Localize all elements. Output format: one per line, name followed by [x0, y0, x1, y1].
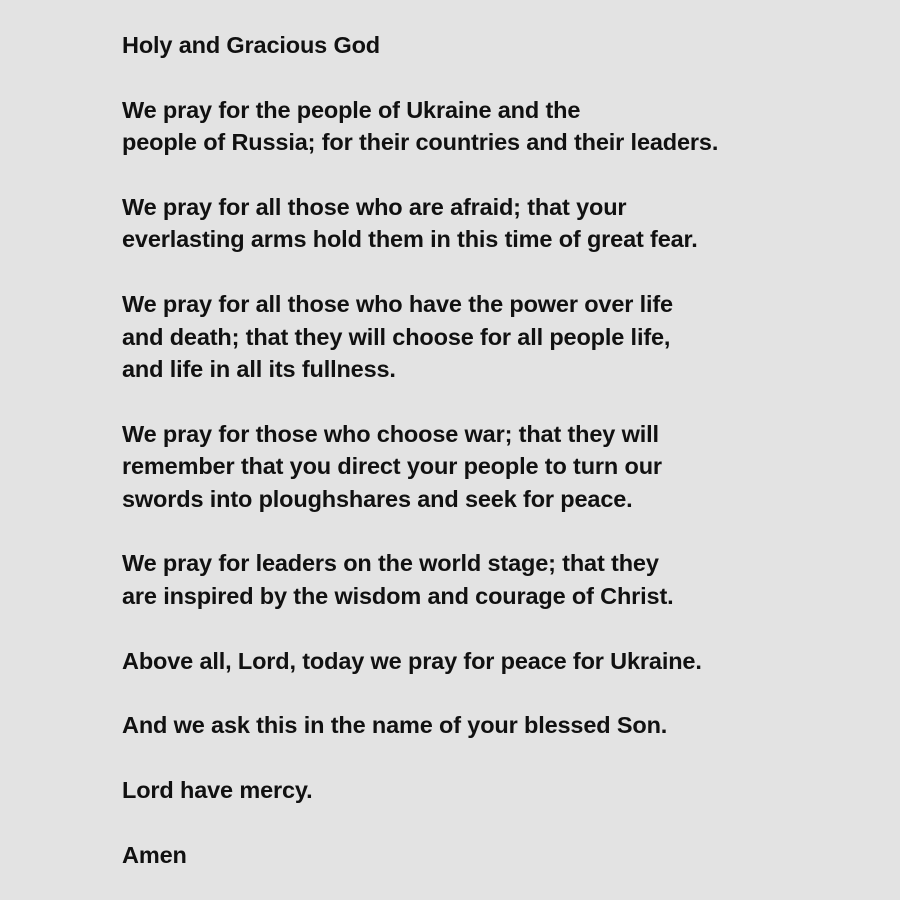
- closing-line: Amen: [122, 842, 187, 869]
- paragraph-ukraine-russia: [122, 94, 882, 159]
- prayer-closing: [122, 839, 882, 871]
- paragraph-afraid: [122, 191, 882, 256]
- prayer-text: [122, 29, 882, 871]
- paragraph-lord-have-mercy: [122, 774, 882, 806]
- paragraph-line: We pray for leaders on the world stage; that they: [122, 550, 659, 577]
- paragraph-line: and life in all its fullness.: [122, 356, 396, 383]
- paragraph-choose-war: [122, 418, 882, 515]
- title-line: Holy and Gracious God: [122, 32, 381, 58]
- paragraph-line: people of Russia; for their countries and their leaders.: [122, 129, 719, 156]
- paragraph-line: Lord have mercy.: [122, 777, 313, 804]
- paragraph-blessed-son: [122, 709, 882, 741]
- paragraph-line: and death; that they will choose for all people life,: [122, 323, 671, 350]
- paragraph-power-over-life: [122, 288, 882, 385]
- paragraph-peace-for-ukraine: [122, 645, 882, 677]
- paragraph-world-leaders: [122, 547, 882, 612]
- paragraph-line: We pray for all those who have the power over life: [122, 291, 673, 318]
- prayer-title: [122, 29, 882, 61]
- paragraph-line: are inspired by the wisdom and courage of Christ.: [122, 582, 674, 609]
- paragraph-line: swords into ploughshares and seek for peace.: [122, 485, 633, 512]
- paragraph-line: We pray for those who choose war; that they will: [122, 420, 659, 447]
- paragraph-line: We pray for the people of Ukraine and the: [122, 96, 581, 123]
- paragraph-line: everlasting arms hold them in this time of great fear.: [122, 226, 698, 253]
- paragraph-line: And we ask this in the name of your blessed Son.: [122, 712, 668, 739]
- paragraph-line: Above all, Lord, today we pray for peace for Ukraine.: [122, 647, 702, 674]
- paragraph-line: We pray for all those who are afraid; that your: [122, 194, 627, 220]
- paragraph-line: remember that you direct your people to turn our: [122, 453, 662, 480]
